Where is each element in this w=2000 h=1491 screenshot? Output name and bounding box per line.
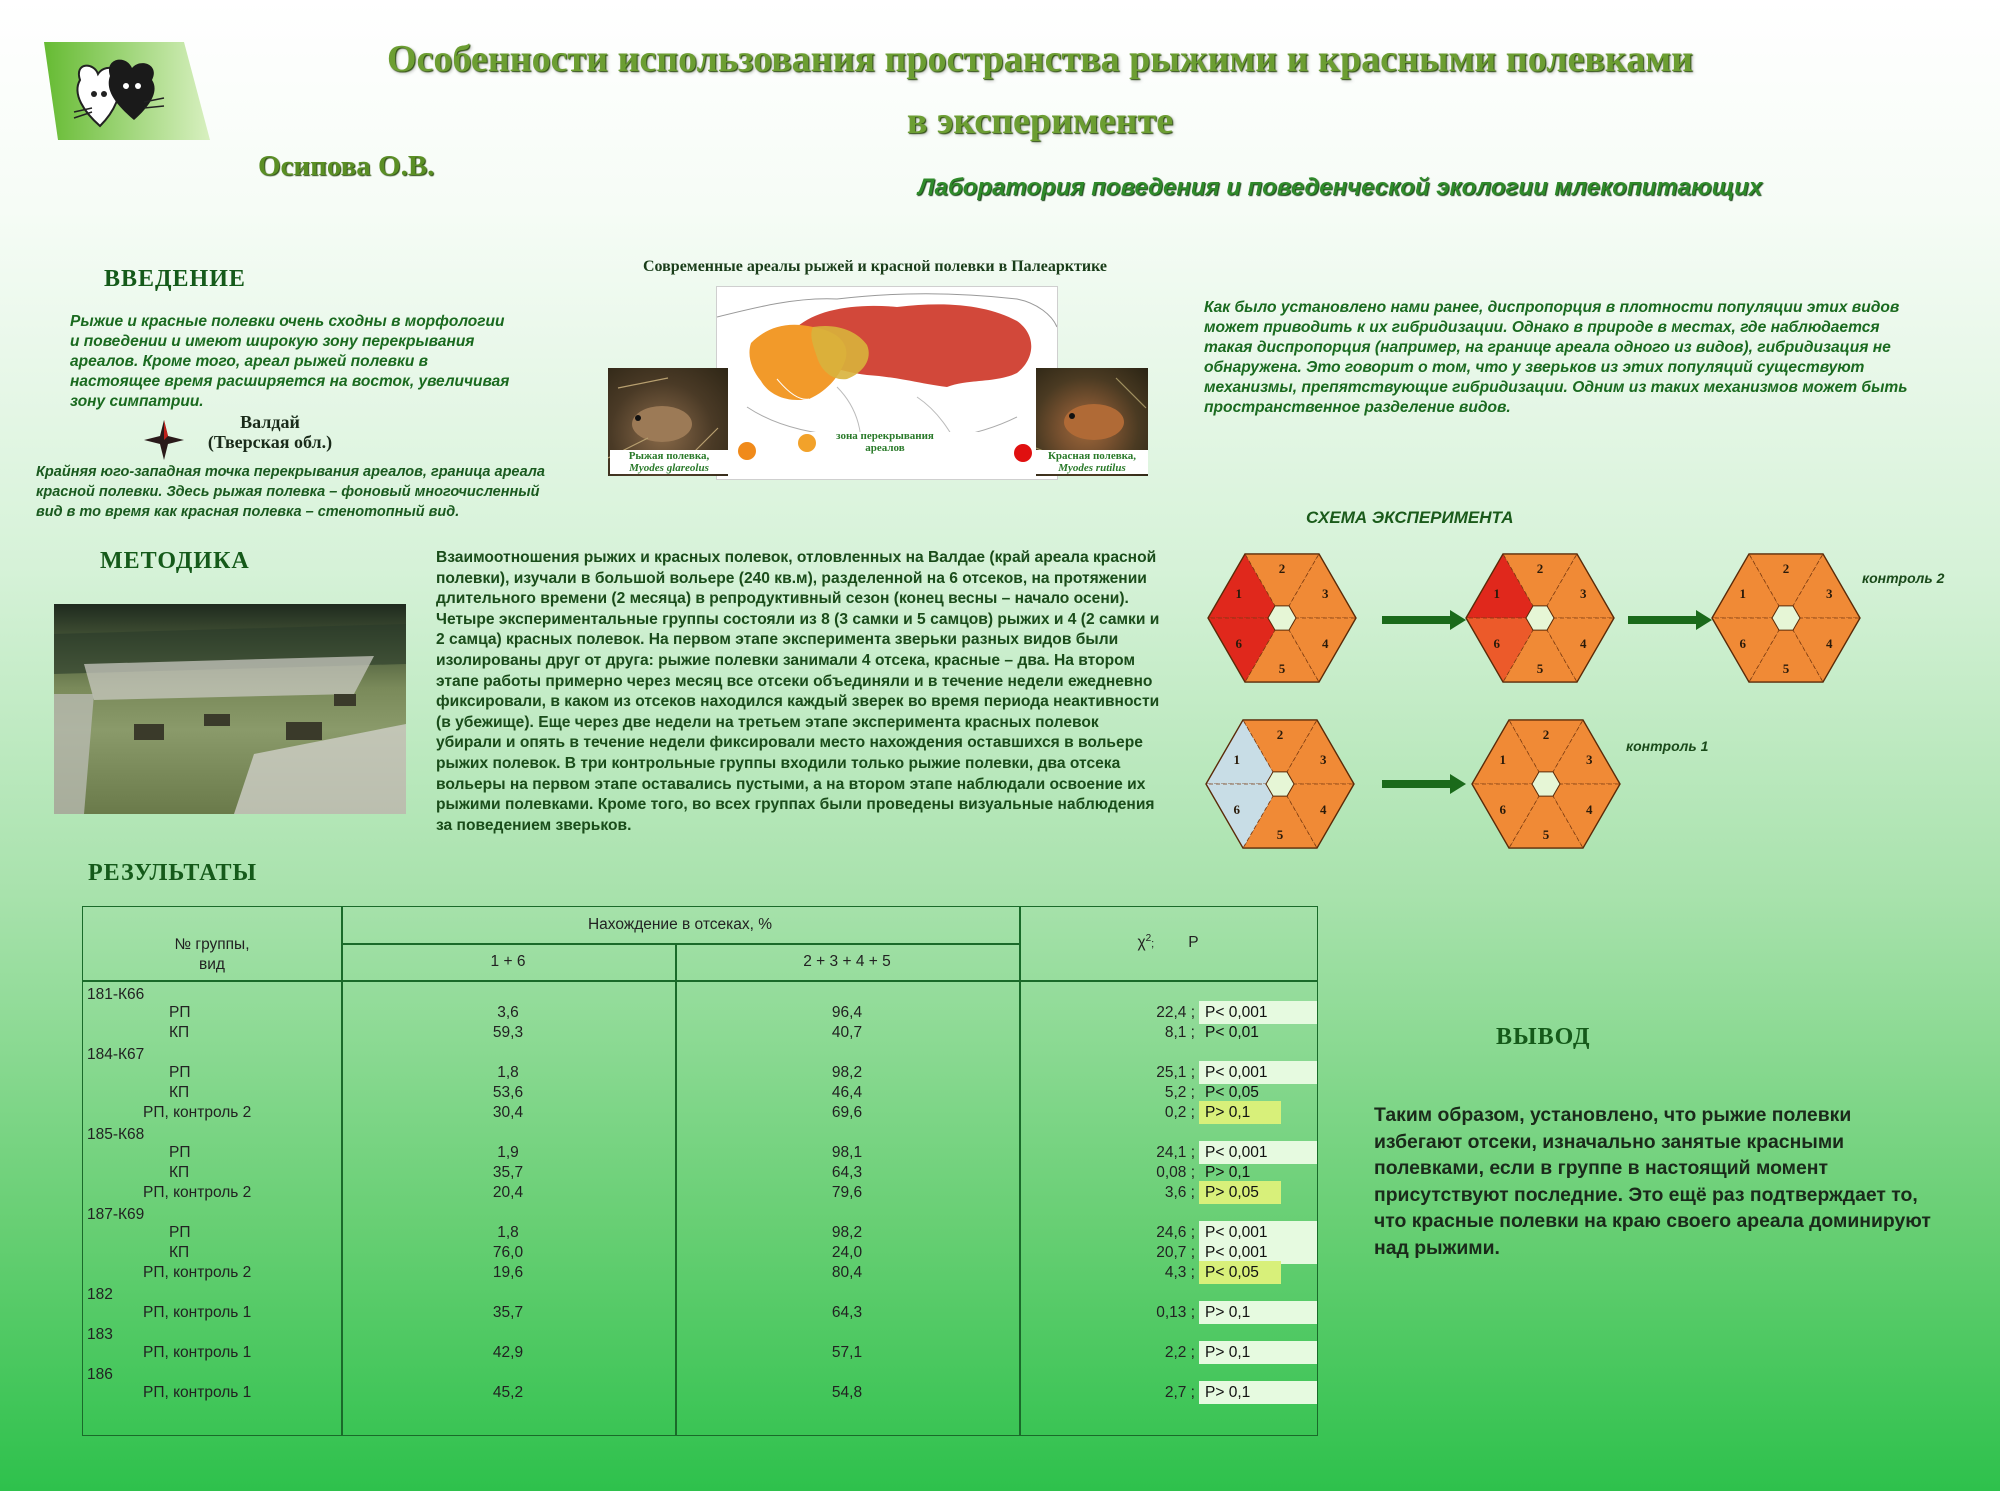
value-2-5: 57,1 [831,1344,863,1361]
lab-name: Лаборатория поведения и поведенческой экологии млекопитающих [917,174,1763,201]
species-label: КП [169,1084,190,1101]
group-id: 183 [87,1326,113,1343]
species-label: КП [169,1244,190,1261]
p-value: P> 0,1 [1199,1301,1317,1324]
col-header-finding: Нахождение в отсеках, % [587,916,773,933]
value-2-5: 80,4 [831,1264,863,1281]
red-vole-latin: Myodes rutilus [1058,462,1126,474]
chi-value: 3,6 ; [1164,1184,1195,1201]
method-text: Взаимоотношения рыжих и красных полевок, отловленных на Валдае (край ареала красной полевки), изучали в большой вольере (240 кв.м), разделенной на 6 отсеков, на протяжении длительного времени (2 месяца) в репродуктивный сезон (конец весны – начало осени). Четыре экспериментальные группы состояли из 8 (3 самки и 5 самцов) рыжих и 4 (2 самки и 2 самца) красных полевок. На первом этапе эксперимента зверьки разных видов были изолированы друг от друга: рыжие полевки занимали 4 отсека, красные – два. На втором этапе работы примерно через месяц все отсеки объединяли и в течение недели ежедневно фиксировали, в каком из отсеков находился каждый зверек во время периода неактивности (в убежище). Еще через две недели на третьем этапе эксперимента красных полевок убирали и опять в течение недели фиксировали место нахождения оставшихся в вольере рыжих полевок. В три контрольные группы входили только рыжие полевки, два отсека вольеры на первом этапе оставались пустыми, а на втором этапе наблюдали освоение их рыжими полевками. Кроме того, во всех группах были проведены визуальные наблюдения за поведением зверьков. [436,549,1160,834]
p-value: P< 0,05 [1199,1261,1281,1284]
arrow-right-icon [1628,610,1712,630]
bank-vole-name: Рыжая полевка, [628,450,710,462]
value-1-6: 59,3 [492,1024,524,1041]
col-header-group-line1: № группы, [174,936,250,953]
valday-label [190,412,350,452]
col-header-a: 1 + 6 [490,953,526,970]
chi-value: 2,7 ; [1164,1384,1195,1401]
logo [44,42,210,140]
legend-dot-orange [738,442,756,460]
arrow-right-icon [1382,610,1466,630]
hex-number-1: 1 [1499,752,1506,767]
value-1-6: 35,7 [492,1164,524,1181]
species-label: РП, контроль 2 [143,1264,252,1281]
chi-separator: ; [1151,938,1155,951]
hex-stage-3 [1712,554,1860,682]
chi-value: 0,2 ; [1164,1104,1195,1121]
p-value: P< 0,001 [1199,1061,1317,1084]
hybridization-text: Как было установлено нами ранее, диспропорция в плотности популяции этих видов может приводить к их гибридизации. Однако в природе в местах, где наблюдается такая диспропорция (например, на границе ареала одного из видов), гибридизация не обнаружена. Это говорит о том, что у зверьков из этих популяций существуют механизмы, препятствующие гибридизации. Одним из таких механизмов может быть пространственное разделение видов. [1204,299,1908,416]
hex-number-5: 5 [1782,661,1790,676]
hex-number-4: 4 [1322,636,1329,651]
compass-icon [144,420,184,460]
hex-number-1: 1 [1233,752,1240,767]
species-label: РП [169,1224,191,1241]
title-line-2: в эксперименте [906,100,1174,142]
value-1-6: 1,9 [497,1144,519,1161]
hex-number-6: 6 [1493,636,1500,651]
value-1-6: 53,6 [492,1084,524,1101]
p-value: P> 0,1 [1199,1341,1317,1364]
value-2-5: 79,6 [831,1184,863,1201]
hex-number-3: 3 [1322,586,1329,601]
value-2-5: 69,6 [831,1104,863,1121]
chi-value: 2,2 ; [1164,1344,1195,1361]
red-vole-name: Красная полевка, [1047,450,1137,462]
value-1-6: 45,2 [492,1384,524,1401]
species-label: РП [169,1064,191,1081]
p-value: P< 0,001 [1199,1141,1317,1164]
value-2-5: 98,1 [831,1144,863,1161]
hex-control-1-stage-2 [1472,720,1620,848]
hex-number-2: 2 [1782,561,1790,576]
hex-number-6: 6 [1499,802,1506,817]
value-2-5: 64,3 [831,1304,863,1321]
p-value: P> 0,1 [1199,1381,1317,1404]
hex-number-4: 4 [1320,802,1327,817]
bank-vole-latin: Myodes glareolus [629,462,709,474]
chi-value: 4,3 ; [1164,1264,1195,1281]
p-value: P< 0,05 [1205,1084,1259,1101]
group-id: 186 [87,1366,113,1383]
control2-label: контроль 2 [1862,570,1945,586]
hex-number-5: 5 [1536,661,1544,676]
hex-number-6: 6 [1233,802,1240,817]
scheme-heading: СХЕМА ЭКСПЕРИМЕНТА [1306,508,1514,527]
p-value: P< 0,001 [1199,1001,1317,1024]
results-heading: РЕЗУЛЬТАТЫ [88,860,258,886]
value-2-5: 46,4 [831,1084,863,1101]
enclosure-photo [54,604,406,814]
group-id: 184-К67 [87,1046,145,1063]
chi-value: 25,1 ; [1156,1064,1195,1081]
hex-number-5: 5 [1278,661,1286,676]
hex-number-3: 3 [1586,752,1593,767]
chi-superscript: 2 [1145,933,1152,944]
intro-note: Крайняя юго-западная точка перекрывания ареалов, граница ареала красной полевки. Здесь рыжая полевка – фоновый многочисленный вид в то время как красная полевка – стенотопный вид. [36,464,545,520]
col-header-group-line2: вид [199,956,225,973]
hex-number-4: 4 [1586,802,1593,817]
legend-dot-red [1014,444,1032,462]
hex-number-3: 3 [1826,586,1833,601]
species-label: РП, контроль 1 [143,1384,252,1401]
map-caption: Современные ареалы рыжей и красной полевки в Палеарктике [643,258,1107,275]
hex-number-3: 3 [1580,586,1587,601]
hex-number-2: 2 [1276,727,1284,742]
group-id: 185-К68 [87,1126,145,1143]
hex-control-1-stage-1 [1206,720,1354,848]
hex-number-3: 3 [1320,752,1327,767]
p-value: P< 0,01 [1205,1024,1259,1041]
chi-value: 24,1 ; [1156,1144,1195,1161]
author: Осипова О.В. [258,150,435,182]
value-2-5: 98,2 [831,1224,863,1241]
species-label: РП [169,1144,191,1161]
value-2-5: 96,4 [831,1004,863,1021]
arrow-right-icon [1382,774,1466,794]
value-2-5: 40,7 [831,1024,863,1041]
value-1-6: 76,0 [492,1244,524,1261]
group-id: 182 [87,1286,113,1303]
value-2-5: 24,0 [831,1244,863,1261]
col-header-group [83,935,341,975]
hex-number-6: 6 [1739,636,1746,651]
hex-number-2: 2 [1278,561,1286,576]
value-1-6: 20,4 [492,1184,524,1201]
conclusion-text: Таким образом, установлено, что рыжие полевки избегают отсеки, изначально занятые красными полевками, если в группе в настоящий момент присутствуют последние. Это ещё раз подтверждает то, что красные полевки на краю своего ареала доминируют над рыжими. [1374,1104,1931,1259]
overlap-label: зона перекрывания ареалов [836,430,934,454]
chi-value: 0,08 ; [1156,1164,1195,1181]
p-header: P [1188,934,1199,952]
legend-dot-yellow [798,434,816,452]
species-label: РП, контроль 1 [143,1304,252,1321]
bank-vole-label [610,450,728,474]
chi-symbol: χ [1137,934,1146,952]
chi-value: 8,1 ; [1164,1024,1195,1041]
col-header-chi [1019,933,1317,952]
control1-label: контроль 1 [1626,738,1709,754]
species-label: КП [169,1164,190,1181]
species-label: РП, контроль 1 [143,1344,252,1361]
p-value: P> 0,1 [1199,1101,1281,1124]
value-1-6: 42,9 [492,1344,524,1361]
species-label: РП [169,1004,191,1021]
value-1-6: 1,8 [497,1064,519,1081]
intro-heading: ВВЕДЕНИЕ [104,266,246,292]
col-header-b: 2 + 3 + 4 + 5 [803,953,891,970]
valday-line-1: Валдай [240,412,300,432]
hex-number-4: 4 [1580,636,1587,651]
species-label: РП, контроль 2 [143,1104,252,1121]
title-line-1: Особенности использования пространства рыжими и красными полевками [386,38,1693,80]
valday-line-2: (Тверская обл.) [207,432,333,452]
p-value: P< 0,001 [1199,1221,1317,1244]
value-1-6: 3,6 [497,1004,519,1021]
hex-number-2: 2 [1536,561,1544,576]
red-vole-label [1036,450,1148,474]
value-1-6: 1,8 [497,1224,519,1241]
value-2-5: 64,3 [831,1164,863,1181]
hex-number-1: 1 [1739,586,1746,601]
intro-text: Рыжие и красные полевки очень сходны в морфологии и поведении и имеют широкую зону перекрывания ареалов. Кроме того, ареал рыжей полевки в настоящее время расширяется на восток, увеличивая зону симпатрии. [70,313,510,410]
chi-value: 5,2 ; [1164,1084,1195,1101]
value-2-5: 98,2 [831,1064,863,1081]
chi-value: 0,13 ; [1156,1304,1195,1321]
p-value: P> 0,1 [1205,1164,1251,1181]
experiment-scheme [1200,540,1960,860]
results-table [82,906,1318,1436]
chi-value: 24,6 ; [1156,1224,1195,1241]
value-2-5: 54,8 [831,1384,863,1401]
hex-number-1: 1 [1493,586,1500,601]
group-id: 181-К66 [87,986,145,1003]
chi-value: 20,7 ; [1156,1244,1195,1261]
conclusion-heading: ВЫВОД [1496,1024,1591,1050]
value-1-6: 35,7 [492,1304,524,1321]
hex-stage-1 [1208,554,1356,682]
hex-number-1: 1 [1235,586,1242,601]
hex-number-6: 6 [1235,636,1242,651]
hex-number-5: 5 [1542,827,1550,842]
method-heading: МЕТОДИКА [100,548,250,574]
value-1-6: 30,4 [492,1104,524,1121]
p-value: P< 0,001 [1199,1241,1317,1264]
hex-number-4: 4 [1826,636,1833,651]
value-1-6: 19,6 [492,1264,524,1281]
species-label: КП [169,1024,190,1041]
hex-number-5: 5 [1276,827,1284,842]
hex-number-2: 2 [1542,727,1550,742]
group-id: 187-К69 [87,1206,145,1223]
poster-title [300,28,1780,152]
p-value: P> 0,05 [1199,1181,1281,1204]
hex-stage-2 [1466,554,1614,682]
chi-value: 22,4 ; [1156,1004,1195,1021]
species-label: РП, контроль 2 [143,1184,252,1201]
